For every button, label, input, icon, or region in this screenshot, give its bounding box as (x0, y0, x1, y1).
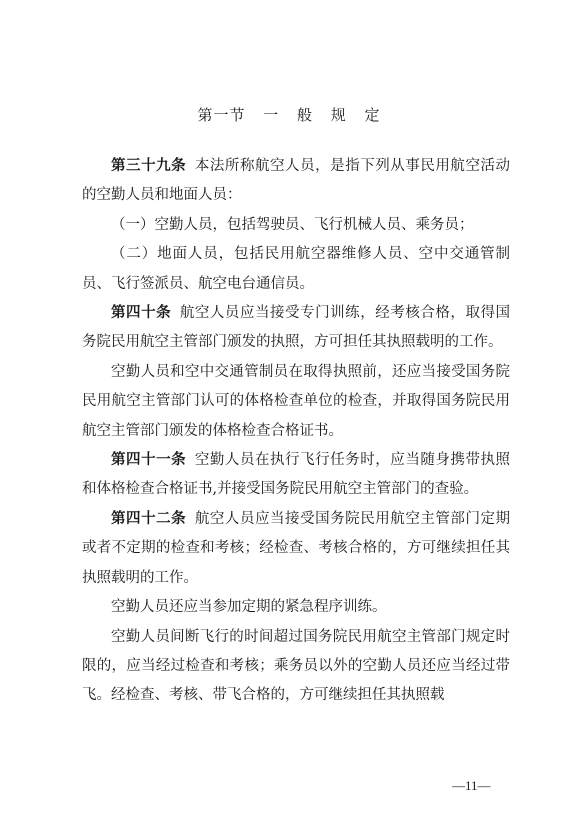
paragraph-text: 航空人员应当接受国务院民用航空主管部门定期或者不定期的检查和考核；经检查、考核合格的，方可继续担任其执照载明的工作。 (82, 510, 511, 586)
paragraph-text: （二）地面人员，包括民用航空器维修人员、空中交通管制员、飞行签派员、航空电台通信员。 (82, 246, 510, 292)
paragraph-art41 (82, 446, 510, 505)
paragraph-art39 (82, 152, 510, 211)
paragraph-item-2 (82, 240, 510, 299)
section-title: 第一节 一 般 规 定 (197, 106, 381, 124)
paragraph-art42 (82, 505, 510, 593)
paragraph-art40-2 (82, 358, 510, 446)
paragraph-item-1 (82, 211, 510, 240)
paragraph-text: 空勤人员间断飞行的时间超过国务院民用航空主管部门规定时限的，应当经过检查和考核；乘务员以外的空勤人员还应当经过带飞。经检查、考核、带飞合格的，方可继续担任其执照载 (82, 628, 510, 704)
paragraph-art40 (82, 299, 510, 358)
article-number: 第四十二条 (111, 510, 187, 527)
article-number: 第三十九条 (111, 158, 187, 174)
paragraph-art42-2 (82, 593, 510, 622)
paragraph-text: （一）空勤人员，包括驾驶员、飞行机械人员、乘务员； (111, 216, 474, 233)
paragraph-text: 空勤人员还应当参加定期的紧急程序训练。 (111, 599, 387, 616)
article-number: 第四十条 (111, 305, 172, 322)
paragraph-text: 航空人员应当接受专门训练，经考核合格，取得国务院民用航空主管部门颁发的执照，方可担任其执照载明的工作。 (82, 305, 511, 351)
paragraph-art42-3 (82, 623, 510, 711)
body-text (82, 152, 510, 711)
article-number: 第四十一条 (111, 452, 187, 469)
paragraph-text: 空勤人员在执行飞行任务时，应当随身携带执照和体格检查合格证书,并接受国务院民用航空主管部门的查验。 (82, 452, 511, 498)
paragraph-text: 本法所称航空人员，是指下列从事民用航空活动的空勤人员和地面人员： (82, 158, 511, 204)
paragraph-text: 空勤人员和空中交通管制员在取得执照前，还应当接受国务院民用航空主管部门认可的体格检查单位的检查，并取得国务院民用航空主管部门颁发的体格检查合格证书。 (82, 363, 510, 439)
page-number: —11— (452, 778, 491, 793)
